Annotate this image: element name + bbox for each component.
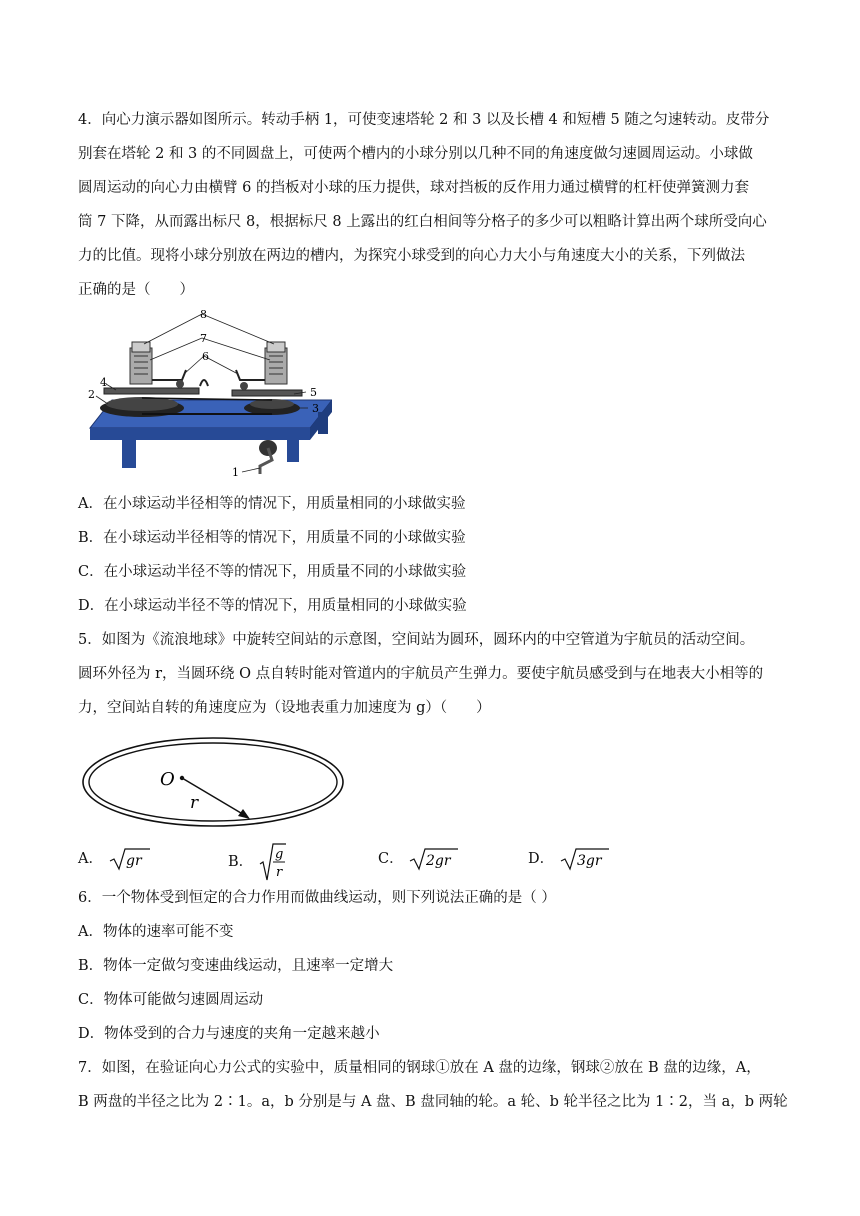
svg-text:g: g <box>274 847 284 862</box>
q4-option-d: D．在小球运动半径不等的情况下，用质量相同的小球做实验 <box>78 598 467 614</box>
q5-line-3: 力，空间站自转的角速度应为（设地表重力加速度为 g）（ ） <box>78 700 491 716</box>
figure-label: 4 <box>100 376 107 389</box>
q5-options <box>78 842 778 882</box>
table-leg <box>122 440 136 468</box>
q5-option-b: B． g r <box>228 842 288 882</box>
spring-sleeve-right <box>265 348 287 384</box>
ring-outer <box>83 738 343 826</box>
center-label: O <box>160 769 175 790</box>
spring-sleeve-left <box>130 348 152 384</box>
sqrt-symbol <box>108 846 152 872</box>
q6-option-a: A．物体的速率可能不变 <box>78 924 234 940</box>
q6-option-d: D．物体受到的合力与速度的夹角一定越来越小 <box>78 1026 380 1042</box>
q5-line-2: 圆环外径为 r，当圆环绕 O 点自转时能对管道内的宇航员产生弹力。要使宇航员感受到与在地表大小相等的 <box>78 666 764 682</box>
q6-option-b: B．物体一定做匀变速曲线运动，且速率一定增大 <box>78 958 394 974</box>
q4-line-2: 别套在塔轮 2 和 3 的不同圆盘上，可使两个槽内的小球分别以几种不同的角速度做匀速圆周运动。小球做 <box>78 146 753 162</box>
ring-inner <box>89 743 337 821</box>
lever-arm <box>152 370 186 380</box>
q6-line-1: 6．一个物体受到恒定的合力作用而做曲线运动，则下列说法正确的是（ ） <box>78 890 556 906</box>
space-station-ring-figure <box>80 736 350 836</box>
sqrt-fraction <box>258 842 288 882</box>
q5-option-c: C． 2gr <box>378 842 460 876</box>
ball <box>176 380 184 388</box>
q7-line-2: B 两盘的半径之比为 2∶1。a，b 分别是与 A 盘、B 盘同轴的轮。a 轮、b 轮半径之比为 1∶2，当 a，b 两轮 <box>78 1094 788 1110</box>
q4-option-c: C．在小球运动半径不等的情况下，用质量不同的小球做实验 <box>78 564 467 580</box>
q4-line-1: 4．向心力演示器如图所示。转动手柄 1，可使变速塔轮 2 和 3 以及长槽 4 和短槽 5 随之匀速转动。皮带分 <box>78 112 770 128</box>
figure-label: 1 <box>232 466 239 479</box>
arrowhead <box>238 809 250 819</box>
table-leg <box>318 412 328 434</box>
q4-option-a: A．在小球运动半径相等的情况下，用质量相同的小球做实验 <box>78 496 466 512</box>
sqrt-symbol <box>559 846 611 872</box>
svg-text:3gr: 3gr <box>576 853 602 869</box>
q4-option-b: B．在小球运动半径相等的情况下，用质量不同的小球做实验 <box>78 530 466 546</box>
lever-arm <box>236 370 265 380</box>
ball <box>240 382 248 390</box>
long-groove <box>104 388 199 394</box>
table-front <box>90 428 310 440</box>
q4-line-5: 力的比值。现将小球分别放在两边的槽内，为探究小球受到的向心力大小与角速度大小的关系，下列做法 <box>78 248 745 264</box>
figure-label: 5 <box>310 386 317 399</box>
figure-label: 8 <box>200 308 207 321</box>
q7-line-1: 7．如图，在验证向心力公式的实验中，质量相同的钢球①放在 A 盘的边缘，钢球②放在 B 盘的边缘，A， <box>78 1060 761 1076</box>
q6-option-c: C．物体可能做匀速圆周运动 <box>78 992 264 1008</box>
figure-label: 6 <box>202 350 209 363</box>
q5-option-a: A． gr <box>78 842 152 876</box>
radius-label: r <box>190 793 199 813</box>
q4-line-3: 圆周运动的向心力由横臂 6 的挡板对小球的压力提供，球对挡板的反作用力通过横臂的杠杆使弹簧测力套 <box>78 180 749 196</box>
svg-text:gr: gr <box>125 853 142 869</box>
svg-text:2gr: 2gr <box>426 853 451 869</box>
centripetal-force-demonstrator-figure <box>82 308 332 480</box>
figure-label: 3 <box>312 402 319 415</box>
q4-line-6: 正确的是（ ） <box>78 282 194 298</box>
sqrt-symbol <box>408 846 460 872</box>
q4-line-4: 筒 7 下降，从而露出标尺 8，根据标尺 8 上露出的红白相间等分格子的多少可以粗略计算出两个球所受向心 <box>78 214 767 230</box>
figure-label: 2 <box>88 388 95 401</box>
q5-option-d: D． 3gr <box>528 842 611 876</box>
svg-text:r: r <box>275 865 282 880</box>
table-leg <box>287 440 299 462</box>
q5-line-1: 5．如图为《流浪地球》中旋转空间站的示意图，空间站为圆环，圆环内的中空管道为宇航员的活动空间。 <box>78 632 755 648</box>
figure-label: 7 <box>200 332 207 345</box>
short-groove <box>232 390 302 396</box>
